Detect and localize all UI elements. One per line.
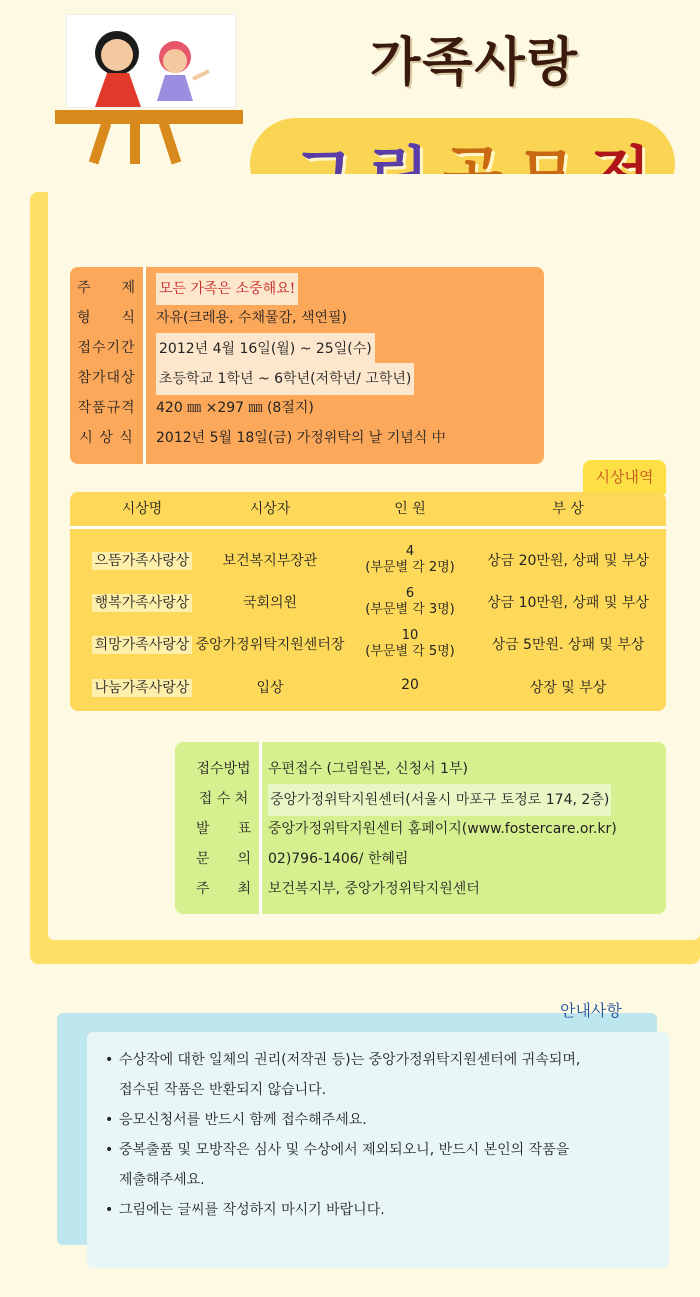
- easel-bar: [55, 110, 243, 124]
- contact-row-method: [175, 754, 666, 784]
- award-giver: 중앙가정위탁지원센터장: [195, 637, 345, 653]
- info-label: 시 상 식: [79, 430, 134, 446]
- info-value: 2012년 5월 18일(금) 가정위탁의 날 기념식 中: [156, 430, 446, 446]
- info-label: 작품규격: [77, 400, 136, 416]
- list-item: 제출해주세요.: [119, 1172, 205, 1188]
- award-count: 10 (부문별 각 5명): [365, 628, 455, 659]
- award-prize: 상장 및 부상: [529, 680, 607, 696]
- award-prize: 상금 20만원, 상패 및 부상: [487, 553, 649, 569]
- info-value: 420 ㎜ ×297 ㎜ (8절지): [156, 400, 314, 416]
- notice-list: [105, 1045, 645, 1225]
- easel-leg: [159, 121, 181, 164]
- header-count: 인 원: [394, 501, 426, 517]
- notice-tag: 안내사항: [560, 1001, 622, 1020]
- award-count: 6 (부문별 각 3명): [365, 586, 455, 617]
- award-table: [70, 492, 666, 711]
- info-label: 접수기간: [77, 340, 136, 356]
- info-row-ceremony: [70, 423, 544, 453]
- header-giver: 시상자: [249, 501, 291, 517]
- info-value: 초등학교 1학년 ~ 6학년(저학년/ 고학년): [156, 363, 414, 395]
- contact-value: 중앙가정위탁지원센터 홈페이지(www.fostercare.or.kr): [268, 821, 617, 837]
- award-prize: 상금 10만원, 상패 및 부상: [487, 595, 649, 611]
- easel-leg: [130, 122, 140, 164]
- header-prize: 부 상: [552, 501, 584, 517]
- contact-row-host: [175, 874, 666, 904]
- info-row-target: [70, 363, 544, 393]
- info-row-format: [70, 303, 544, 333]
- award-section-tag: 시상내역: [583, 460, 666, 494]
- info-row-topic: [70, 273, 544, 303]
- list-item: • 중복출품 및 모방작은 심사 및 수상에서 제외되오니, 반드시 본인의 작품을: [105, 1135, 645, 1165]
- children-drawing-image: [66, 14, 236, 108]
- award-count: 4 (부문별 각 2명): [365, 544, 455, 575]
- award-table-header: [70, 492, 666, 526]
- contact-row-inquiry: [175, 844, 666, 874]
- list-item: 접수된 작품은 반환되지 않습니다.: [119, 1082, 327, 1098]
- contact-value: 우편접수 (그림원본, 신청서 1부): [268, 761, 468, 777]
- info-value: 모든 가족은 소중해요!: [156, 273, 298, 305]
- contact-label: 접수방법: [196, 761, 251, 777]
- info-label: 형 식: [76, 310, 137, 326]
- contact-value: 02)796-1406/ 한혜림: [268, 851, 409, 867]
- contact-row-address: [175, 784, 666, 814]
- info-value: 2012년 4월 16일(월) ~ 25일(수): [156, 333, 375, 365]
- award-giver: 입상: [256, 680, 284, 696]
- award-prize: 상금 5만원. 상패 및 부상: [491, 637, 645, 653]
- award-name: 행복가족사랑상: [70, 592, 214, 612]
- contact-label: 발 표: [195, 821, 252, 837]
- award-giver: 보건복지부장관: [222, 553, 318, 569]
- info-label: 주 제: [76, 280, 137, 296]
- title-line1: 가족사랑: [370, 32, 579, 93]
- header-award-name: 시상명: [121, 501, 163, 517]
- contact-label: 주 최: [195, 881, 252, 897]
- contact-box: [175, 742, 666, 914]
- info-label: 참가대상: [77, 370, 136, 386]
- award-name: 희망가족사랑상: [70, 634, 214, 654]
- award-header-divider: [70, 526, 666, 529]
- award-giver: 국회의원: [242, 595, 298, 611]
- info-value: 자유(크레용, 수채물감, 색연필): [156, 310, 348, 326]
- easel-leg: [89, 121, 111, 164]
- list-item: • 응모신청서를 반드시 함께 접수해주세요.: [105, 1105, 645, 1135]
- list-item: • 그림에는 글씨를 작성하지 마시기 바랍니다.: [105, 1195, 645, 1225]
- contact-value: 중앙가정위탁지원센터(서울시 마포구 토정로 174, 2층): [268, 784, 611, 816]
- info-row-size: [70, 393, 544, 423]
- award-name: 으뜸가족사랑상: [70, 550, 214, 570]
- info-box: [70, 267, 544, 464]
- contact-label: 접 수 처: [198, 791, 249, 807]
- contact-value: 보건복지부, 중앙가정위탁지원센터: [268, 881, 480, 897]
- list-item: • 수상작에 대한 일체의 권리(저작권 등)는 중앙가정위탁지원센터에 귀속되며,: [105, 1045, 645, 1075]
- info-row-period: [70, 333, 544, 363]
- award-name: 나눔가족사랑상: [70, 677, 214, 697]
- award-count: 20: [401, 677, 419, 693]
- contact-label: 문 의: [195, 851, 252, 867]
- contact-row-announce: [175, 814, 666, 844]
